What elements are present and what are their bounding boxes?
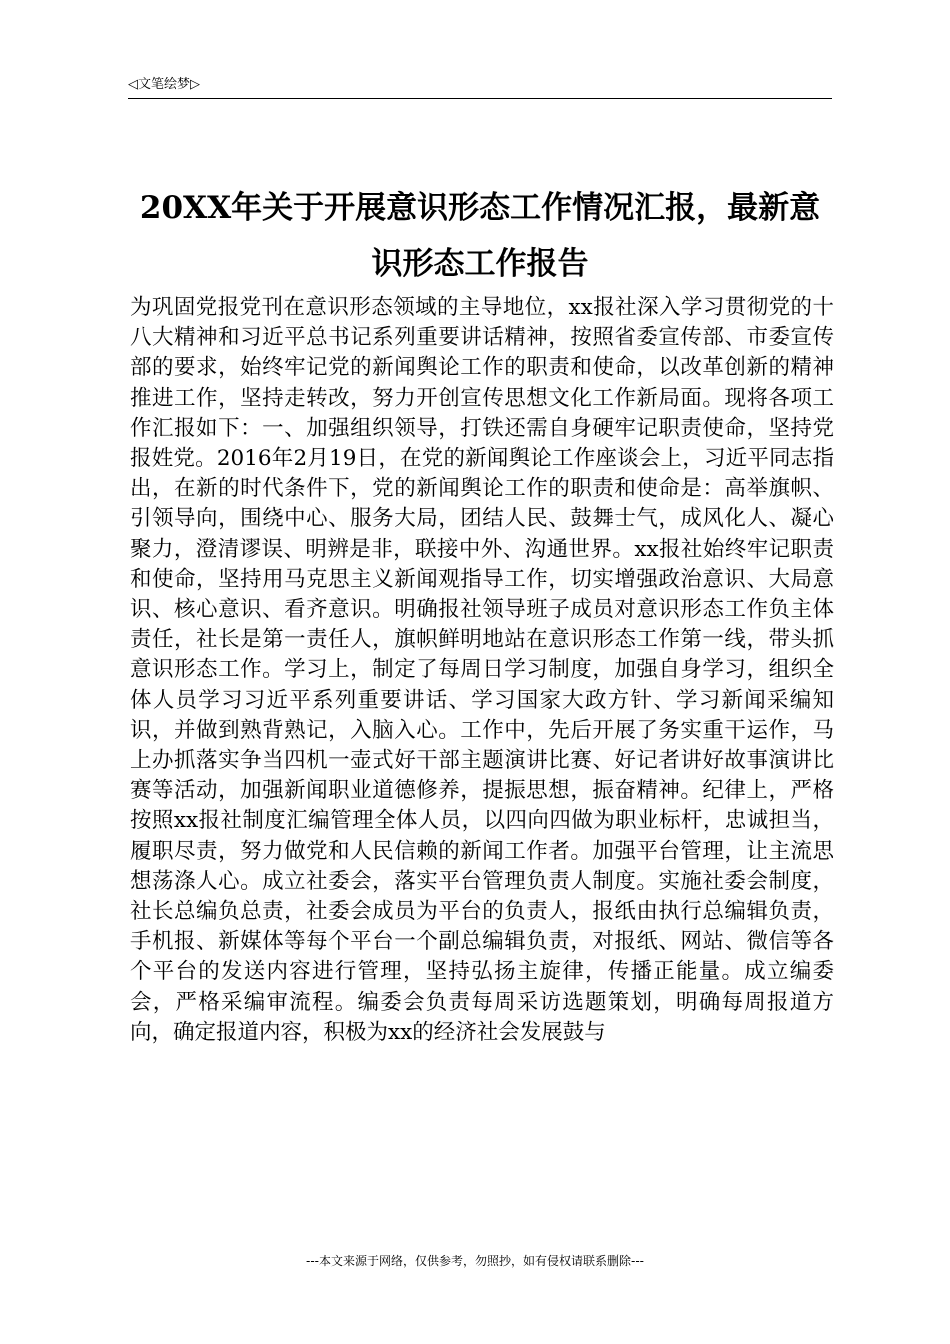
footer-notice: ---本文来源于网络，仅供参考，勿照抄，如有侵权请联系删除--- [306, 1254, 644, 1268]
brand-text: 文笔绘梦 [138, 77, 191, 92]
brand-logo [128, 76, 200, 94]
right-triangle-icon: ▷ [190, 77, 201, 92]
page-header [128, 74, 832, 99]
left-triangle-icon: ◁ [128, 77, 138, 92]
document-body: 为巩固党报党刊在意识形态领域的主导地位，xx报社深入学习贯彻党的十八大精神和习近平总书记系列重要讲话精神，按照省委宣传部、市委宣传部的要求，始终牢记党的新闻舆论工作的职责和使命，以改革创新的精神推进工作，坚持走转改，努力开创宣传思想文化工作新局面。现将各项工作汇报如下：一、加强组织领导，打铁还需自身硬牢记职责使命，坚持党报姓党。2016年2月19日，在党的新闻舆论工作座谈会上，习近平同志指出，在新的时代条件下，党的新闻舆论工作的职责和使命是：高举旗帜、引领导向，围绕中心、服务大局，团结人民、鼓舞士气，成风化人、凝心聚力，澄清谬误、明辨是非，联接中外、沟通世界。xx报社始终牢记职责和使命，坚持用马克思主义新闻观指导工作，切实增强政治意识、大局意识、核心意识、看齐意识。明确报社领导班子成员对意识形态工作负主体责任，社长是第一责任人，旗帜鲜明地站在意识形态工作第一线，带头抓意识形态工作。学习上，制定了每周日学习制度，加强自身学习，组织全体人员学习习近平系列重要讲话、学习国家大政方针、学习新闻采编知识，并做到熟背熟记，入脑入心。工作中，先后开展了务实重干运作，马上办抓落实争当四机一壶式好干部主题演讲比赛、好记者讲好故事演讲比赛等活动，加强新闻职业道德修养，提振思想，振奋精神。纪律上，严格按照xx报社制度汇编管理全体人员，以四向四做为职业标杆，忠诚担当，履职尽责，努力做党和人民信赖的新闻工作者。加强平台管理，让主流思想荡涤人心。成立社委会，落实平台管理负责人制度。实施社委会制度，社长总编负总责，社委会成员为平台的负责人，报纸由执行总编辑负责，手机报、新媒体等每个平台一个副总编辑负责，对报纸、网站、微信等各个平台的发送内容进行管理，坚持弘扬主旋律，传播正能量。成立编委会，严格采编审流程。编委会负责每周采访选题策划，明确每周报道方向，确定报道内容，积极为xx的经济社会发展鼓与 [130, 295, 834, 1045]
document-title: 20XX年关于开展意识形态工作情况汇报，最新意识形态工作报告 [139, 190, 821, 282]
